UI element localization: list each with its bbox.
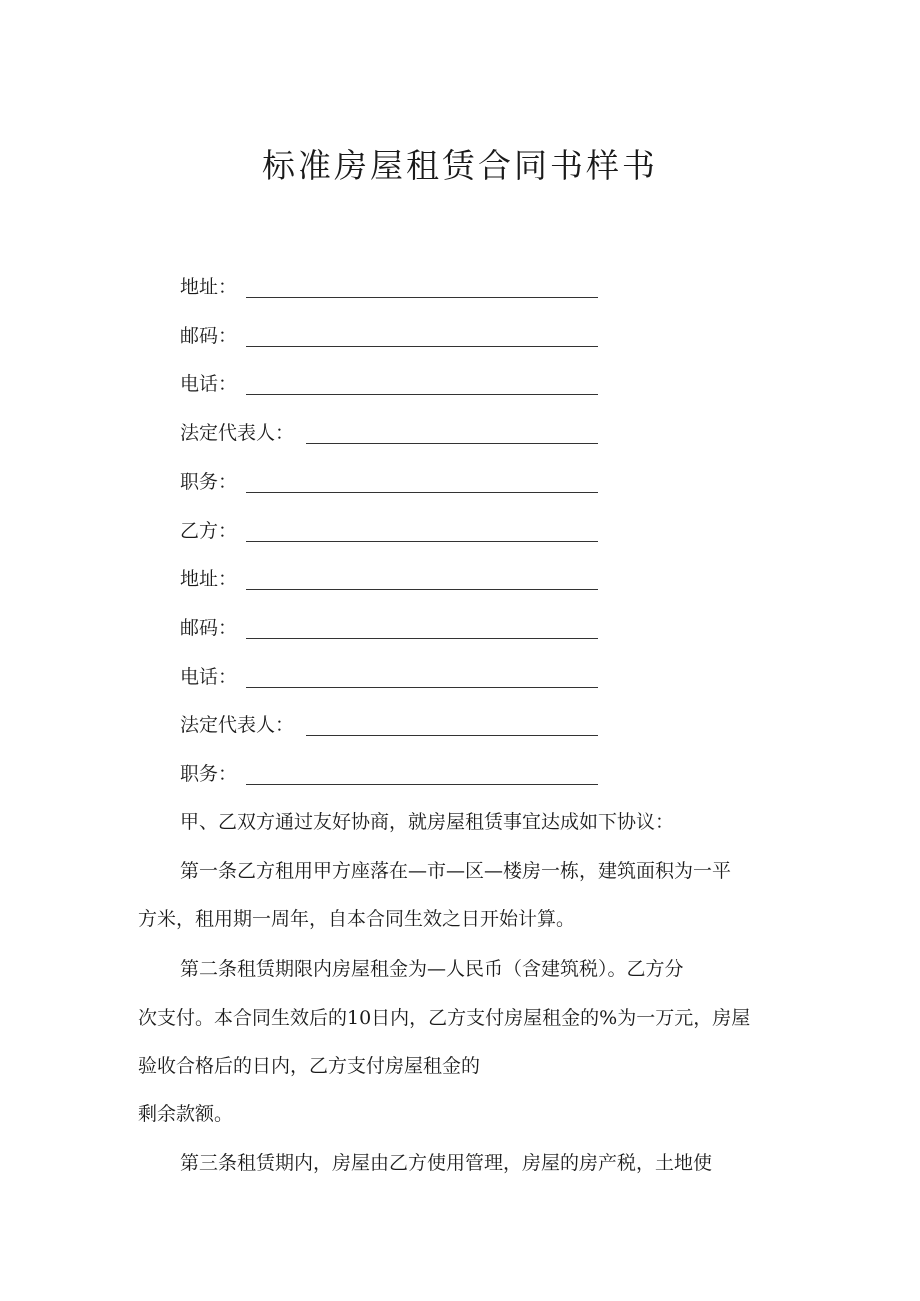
fill-in-line[interactable] bbox=[246, 541, 598, 542]
fill-in-line[interactable] bbox=[246, 638, 598, 639]
field-label: 法定代表人： bbox=[180, 422, 295, 444]
fill-in-line[interactable] bbox=[246, 346, 598, 347]
field-row bbox=[180, 662, 600, 692]
field-row bbox=[180, 418, 600, 448]
field-label: 法定代表人： bbox=[180, 714, 295, 736]
fill-in-line[interactable] bbox=[246, 687, 598, 688]
field-label: 地址： bbox=[180, 568, 238, 590]
article-3-line-1: 第三条租赁期内，房屋由乙方使用管理，房屋的房产税，土地使 bbox=[180, 1152, 713, 1174]
document-title: 标准房屋租赁合同书样书 bbox=[262, 146, 658, 185]
fill-in-line[interactable] bbox=[246, 297, 598, 298]
field-row bbox=[180, 564, 600, 594]
article-2-line-3: 验收合格后的日内，乙方支付房屋租金的 bbox=[138, 1055, 481, 1077]
field-label: 邮码： bbox=[180, 617, 238, 639]
field-row bbox=[180, 369, 600, 399]
field-row bbox=[180, 613, 600, 643]
article-1-line-1: 第一条乙方租用甲方座落在—市—区—楼房一栋，建筑面积为一平 bbox=[180, 860, 732, 882]
field-label: 地址： bbox=[180, 276, 238, 298]
article-1-line-2: 方米，租用期一周年，自本合同生效之日开始计算。 bbox=[138, 908, 576, 930]
field-label: 邮码： bbox=[180, 325, 238, 347]
field-row bbox=[180, 272, 600, 302]
fill-in-line[interactable] bbox=[306, 443, 598, 444]
fill-in-line[interactable] bbox=[246, 589, 598, 590]
field-label: 职务： bbox=[180, 763, 238, 785]
fill-in-line[interactable] bbox=[306, 735, 598, 736]
field-label: 电话： bbox=[180, 373, 238, 395]
field-label: 乙方： bbox=[180, 520, 238, 542]
fill-in-line[interactable] bbox=[246, 784, 598, 785]
field-row bbox=[180, 759, 600, 789]
fill-in-line[interactable] bbox=[246, 394, 598, 395]
fill-in-line[interactable] bbox=[246, 492, 598, 493]
agreement-intro: 甲、乙双方通过友好协商，就房屋租赁事宜达成如下协议： bbox=[180, 811, 675, 833]
article-2-line-4: 剩余款额。 bbox=[138, 1103, 234, 1125]
field-label: 职务： bbox=[180, 471, 238, 493]
field-row bbox=[180, 467, 600, 497]
field-label: 电话： bbox=[180, 666, 238, 688]
article-2-line-1: 第二条租赁期限内房屋租金为—人民币（含建筑税）。乙方分 bbox=[180, 958, 684, 980]
article-2-line-2: 次支付。本合同生效后的10日内，乙方支付房屋租金的%为一万元，房屋 bbox=[138, 1007, 751, 1029]
field-row bbox=[180, 710, 600, 740]
field-row bbox=[180, 516, 600, 546]
field-row bbox=[180, 321, 600, 351]
